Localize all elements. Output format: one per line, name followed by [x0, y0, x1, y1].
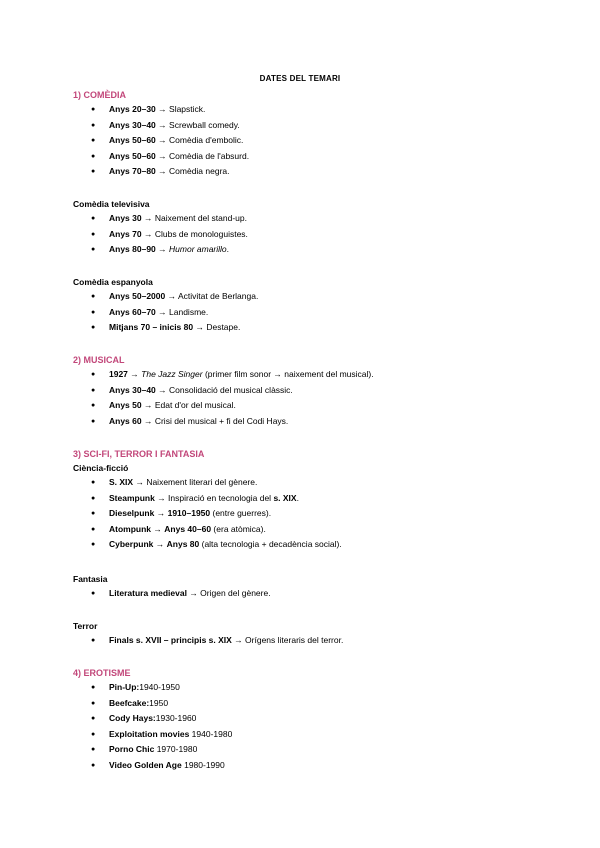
item-tail: . [226, 244, 230, 255]
bullet-icon: ● [91, 215, 96, 222]
list-item [73, 537, 543, 553]
list-item [73, 696, 543, 712]
list [73, 102, 543, 180]
item-bold: Anys 50–60 [109, 150, 156, 161]
item-text: → Activitat de Berlanga. [165, 291, 259, 301]
bullet-icon: ● [91, 541, 96, 549]
list-item [73, 711, 543, 727]
list-item [73, 633, 543, 649]
item-bold: Steampunk [109, 492, 155, 503]
bullet-icon: ● [91, 746, 96, 754]
list [73, 475, 543, 553]
section-heading: 2) MUSICAL [73, 355, 125, 365]
item-text: → Slapstick. [155, 104, 206, 114]
list [73, 586, 543, 602]
subsection-heading: Terror [73, 621, 98, 631]
item-text: 1940-1980 [191, 728, 233, 739]
list-item [73, 742, 543, 758]
item-bold: Video Golden Age [109, 759, 185, 770]
item-text: → Comèdia negra. [155, 166, 230, 177]
item-bold2: Anys 40–60 [164, 523, 212, 534]
list-item [73, 758, 543, 774]
list-item [73, 398, 543, 414]
bullet-icon: ● [91, 324, 96, 332]
bullet-icon: ● [91, 386, 96, 394]
item-bold: Porno Chic [109, 744, 157, 755]
section-heading: 1) COMÈDIA [73, 90, 127, 100]
list-item [73, 227, 543, 243]
list-item [73, 586, 543, 602]
item-bold2: s. XIX [273, 492, 297, 503]
item-bold: Mitjans 70 – inicis 80 [109, 322, 194, 333]
list-item [73, 320, 543, 336]
list-item [73, 383, 543, 399]
item-tail: . [296, 492, 299, 503]
item-bold: Anys 70 [109, 228, 142, 239]
subsection-heading: Ciència-ficció [73, 463, 129, 473]
bullet-icon: ● [91, 308, 96, 316]
list-item [73, 149, 543, 165]
item-tail: (primer film sonor → naixement del musical). [202, 369, 374, 379]
list [73, 633, 543, 649]
item-text: → Comèdia de l'absurd. [155, 150, 250, 161]
item-text: → Clubs de monologuistes. [141, 228, 248, 239]
item-bold: Dieselpunk [109, 508, 155, 519]
item-text: → [153, 539, 167, 550]
item-bold: Finals s. XVII – principis s. XIX [109, 635, 232, 645]
item-bold: Cody Hays: [109, 713, 156, 724]
item-bold2: 1910–1950 [167, 508, 211, 519]
bullet-icon: ● [91, 168, 96, 176]
item-bold: Anys 80–90 [109, 244, 156, 255]
item-text: 1940-1950 [139, 682, 180, 692]
item-text: → Origen del gènere. [186, 588, 271, 598]
section-comedia-televisiva [73, 197, 543, 258]
bullet-icon: ● [91, 293, 96, 300]
item-bold: Beefcake: [109, 697, 150, 708]
list-item [73, 164, 543, 180]
section-heading: 3) SCI-FI, TERROR I FANTASIA [73, 449, 205, 459]
item-text: → Comèdia d'embolic. [155, 135, 244, 146]
bullet-icon: ● [91, 730, 96, 738]
document-title: DATES DEL TEMARI [259, 74, 341, 83]
item-bold: Anys 50 [109, 400, 142, 411]
list-item [73, 506, 543, 522]
item-text: → Naixement literari del gènere. [133, 477, 258, 487]
item-tail: (alta tecnologia + decadència social). [199, 539, 342, 550]
subsection-heading: Fantasia [73, 574, 108, 584]
section-comedia-espanyola [73, 275, 543, 336]
bullet-icon: ● [91, 761, 96, 769]
list-item [73, 475, 543, 491]
list-item [73, 289, 543, 305]
subsection-heading: Comèdia televisiva [73, 199, 150, 209]
item-text: → Edat d'or del musical. [141, 400, 236, 411]
item-bold: Pin-Up: [109, 682, 140, 692]
item-text: 1950 [149, 697, 169, 708]
list [73, 367, 543, 429]
section-fantasia [73, 572, 543, 602]
item-text: → [154, 508, 168, 519]
list-item [73, 102, 543, 118]
item-text: → Landisme. [155, 306, 209, 317]
item-italic: The Jazz Singer [141, 369, 203, 379]
bullet-icon: ● [91, 230, 96, 238]
bullet-icon: ● [91, 121, 96, 129]
bullet-icon: ● [91, 684, 96, 691]
list [73, 211, 543, 258]
bullet-icon: ● [91, 590, 96, 597]
list-item [73, 242, 543, 258]
list-item [73, 211, 543, 227]
bullet-icon: ● [91, 699, 96, 707]
bullet-icon: ● [91, 246, 96, 254]
item-text: → Crisi del musical + fi del Codi Hays. [141, 415, 289, 426]
item-bold: 1927 [109, 369, 128, 379]
item-text: 1970-1980 [156, 744, 198, 755]
list-item [73, 727, 543, 743]
list [73, 680, 543, 774]
bullet-icon: ● [91, 715, 96, 723]
list [73, 289, 543, 336]
bullet-icon: ● [91, 510, 96, 518]
item-text: → Naixement del stand-up. [141, 213, 247, 223]
item-italic: Humor amarillo [169, 244, 227, 255]
item-bold: Cyberpunk [109, 539, 154, 550]
bullet-icon: ● [91, 137, 96, 145]
item-text: → [155, 244, 170, 255]
item-bold: Anys 70–80 [109, 166, 156, 177]
list-item [73, 414, 543, 430]
item-tail: (entre guerres). [210, 508, 272, 519]
item-bold: Atompunk [109, 523, 152, 534]
list-item [73, 367, 543, 383]
item-text: → [151, 523, 165, 534]
section-scifi [73, 447, 543, 553]
item-bold: Literatura medieval [109, 588, 187, 598]
section-terror [73, 619, 543, 649]
item-bold: Anys 20–30 [109, 104, 156, 114]
bullet-icon: ● [91, 479, 96, 486]
item-bold: Exploitation movies [109, 728, 192, 739]
bullet-icon: ● [91, 525, 96, 533]
bullet-icon: ● [91, 637, 96, 644]
item-text: 1980-1990 [184, 759, 225, 770]
section-musical [73, 353, 543, 429]
list-item [73, 680, 543, 696]
item-text: → Screwball comedy. [155, 119, 240, 130]
bullet-icon: ● [91, 494, 96, 502]
section-heading: 4) EROTISME [73, 668, 131, 678]
section-comedia [73, 88, 543, 180]
item-text: → [127, 369, 142, 379]
section-erotisme [73, 666, 543, 774]
bullet-icon: ● [91, 106, 96, 113]
list-item [73, 522, 543, 538]
list-item [73, 305, 543, 321]
item-bold2: Anys 80 [166, 539, 200, 550]
bullet-icon: ● [91, 152, 96, 160]
item-bold: Anys 50–60 [109, 135, 156, 146]
item-bold: Anys 50–2000 [109, 291, 166, 301]
item-bold: Anys 30 [109, 213, 142, 223]
subsection-heading: Comèdia espanyola [73, 277, 153, 287]
item-bold: S. XIX [109, 477, 134, 487]
list-item [73, 491, 543, 507]
bullet-icon: ● [91, 371, 96, 378]
item-text: → Inspiració en tecnologia del [154, 492, 274, 503]
item-text: → Consolidació del musical clàssic. [155, 384, 293, 395]
item-text: 1930-1960 [155, 713, 197, 724]
item-tail: (era atòmica). [211, 523, 266, 534]
bullet-icon: ● [91, 417, 96, 425]
item-bold: Anys 60 [109, 415, 142, 426]
item-bold: Anys 30–40 [109, 119, 156, 130]
item-bold: Anys 30–40 [109, 384, 156, 395]
item-text: → Destape. [193, 322, 241, 333]
bullet-icon: ● [91, 402, 96, 410]
list-item [73, 133, 543, 149]
item-text: → Orígens literaris del terror. [231, 635, 344, 645]
item-bold: Anys 60–70 [109, 306, 156, 317]
list-item [73, 118, 543, 134]
